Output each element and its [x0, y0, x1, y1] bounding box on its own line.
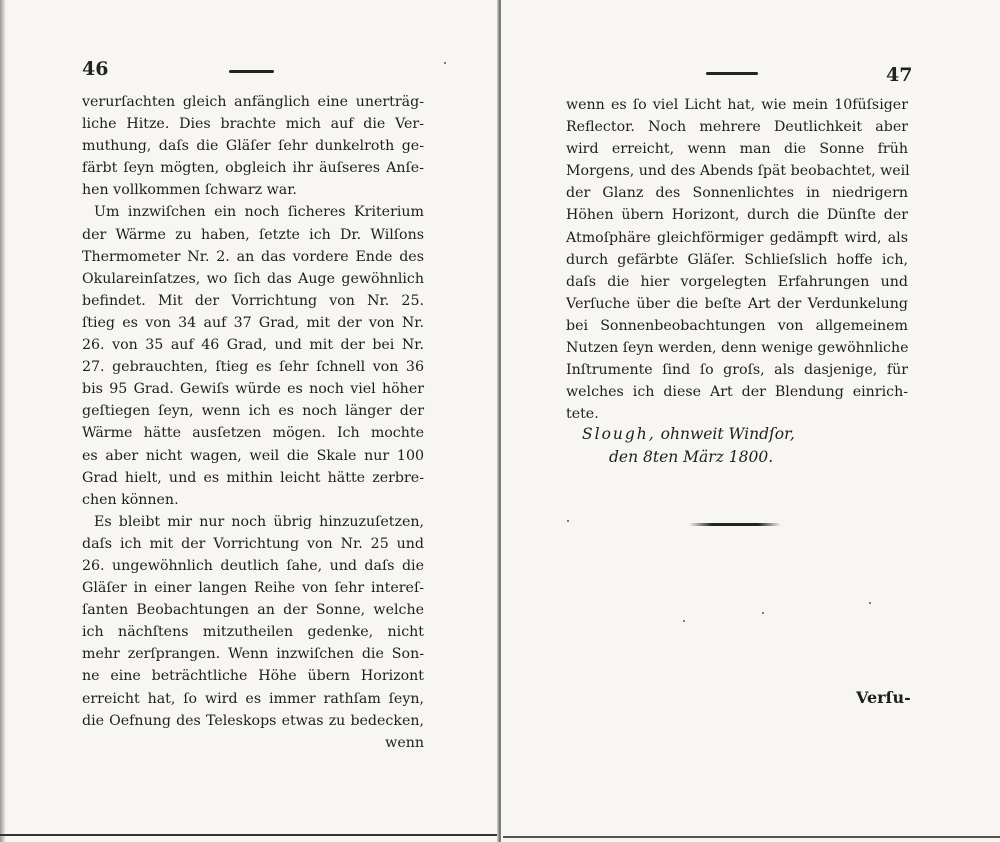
- text-line: Höhen übern Horizont, durch die Dünſte der: [566, 207, 908, 224]
- text-line: der Glanz des Sonnenlichtes in niedrigern: [566, 185, 908, 202]
- paper-speck: [869, 602, 871, 604]
- text-line: Atmoſphäre gleichförmiger gedämpft wird, als: [566, 229, 908, 246]
- header-ornament-rule: [229, 70, 274, 73]
- paper-speck: [567, 520, 569, 522]
- text-line: Okulareinſatzes, wo ſich das Auge gewöhnlich: [82, 270, 424, 287]
- page-bottom-edge: [503, 836, 1000, 838]
- text-line: befindet. Mit der Vorrichtung von Nr. 25.: [82, 292, 424, 309]
- text-line: liche Hitze. Dies brachte mich auf die Ver-: [82, 116, 424, 133]
- signature-date: den 8ten März 1800.: [609, 448, 774, 466]
- text-line: die Oefnung des Teleskops etwas zu bedecken,: [82, 712, 424, 729]
- text-line: 26. von 35 auf 46 Grad, und mit der bei Nr.: [82, 337, 424, 354]
- text-line: muthung, daſs die Gläſer ſehr dunkelroth ge-: [82, 138, 424, 155]
- text-line: tete.: [566, 406, 599, 423]
- text-line: Thermometer Nr. 2. an das vordere Ende des: [82, 248, 424, 265]
- text-line: der Wärme zu haben, ſetzte ich Dr. Wilſons: [82, 226, 424, 243]
- paper-speck: [683, 620, 685, 622]
- text-line: ne eine beträchtliche Höhe übern Horizont: [82, 668, 424, 685]
- text-line: es aber nicht wagen, weil die Skale nur 100: [82, 447, 424, 464]
- text-line: verurſachten gleich anfänglich eine unerträg-: [82, 94, 424, 110]
- text-line: erreicht hat, ſo wird es immer rathſam ſeyn,: [82, 690, 424, 707]
- page-number-left: 46: [82, 58, 109, 80]
- text-line: Morgens, und des Abends ſpät beobachtet, weil: [566, 163, 910, 180]
- signature-town: Slough,: [582, 425, 656, 443]
- text-line: Wärme hätte ausſetzen mögen. Ich mochte: [82, 425, 424, 442]
- text-line: Um inzwiſchen ein noch ſicheres Kriterium: [94, 204, 424, 221]
- right-page-body-text: [566, 94, 908, 425]
- text-line: welches ich diese Art der Blendung einrich-: [566, 384, 908, 401]
- text-line: Nutzen ſeyn werden, denn wenige gewöhnliche: [566, 340, 909, 357]
- text-line: färbt ſeyn mögten, obgleich ihr äuſseres Anſe-: [82, 160, 424, 177]
- header-ornament-rule: [706, 72, 758, 75]
- closing-ornament-rule: [689, 523, 781, 526]
- text-line: Inſtrumente ſind ſo groſs, als dasjenige, für: [566, 362, 908, 379]
- text-line: ich nächſtens mitzutheilen gedenke, nicht: [82, 624, 424, 641]
- text-line: bis 95 Grad. Gewiſs würde es noch viel höher: [82, 381, 424, 398]
- text-line: chen können.: [82, 491, 179, 508]
- catchword-right: Verſu-: [856, 688, 911, 707]
- text-line: ſtieg es von 34 auf 37 Grad, mit der von Nr.: [82, 314, 424, 331]
- signature-place: [582, 422, 795, 447]
- paper-speck: [444, 62, 446, 64]
- text-line: 26. ungewöhnlich deutlich ſahe, und daſs die: [82, 557, 424, 574]
- text-line: hen vollkommen ſchwarz war.: [82, 182, 297, 199]
- text-line: Grad hielt, und es mithin leicht hätte zerbre-: [82, 469, 424, 486]
- page-number-right: 47: [886, 64, 913, 86]
- text-line: bei Sonnenbeobachtungen von allgemeinem: [566, 317, 908, 334]
- text-line: daſs ich mit der Vorrichtung von Nr. 25 und: [82, 535, 424, 552]
- signature-locality: ohnweit Windſor,: [660, 425, 795, 443]
- text-line: durch gefärbte Gläſer. Schlieſslich hoffe ich,: [566, 251, 908, 268]
- text-line: ſanten Beobachtungen an der Sonne, welche: [82, 602, 424, 619]
- text-line: Reflector. Noch mehrere Deutlichkeit aber: [566, 119, 908, 136]
- page-bottom-edge: [0, 834, 499, 836]
- text-line: mehr zerſprangen. Wenn inzwiſchen die Son-: [82, 646, 424, 663]
- text-line: daſs die hier vorgelegten Erfahrungen und: [566, 273, 908, 290]
- text-line: geſtiegen ſeyn, wenn ich es noch länger der: [82, 403, 424, 420]
- paper-speck: [762, 612, 764, 614]
- text-line: wird erreicht, wenn man die Sonne früh: [566, 141, 908, 158]
- text-line: 27. gebrauchten, ſtieg es ſehr ſchnell von 36: [82, 359, 424, 376]
- text-line: Verſuche über die beſte Art der Verdunkelung: [566, 295, 908, 312]
- text-line: wenn es ſo viel Licht hat, wie mein 10füſsiger: [566, 97, 908, 113]
- text-line: Es bleibt mir nur noch übrig hinzuzuſetzen,: [94, 513, 424, 530]
- catchword-left: wenn: [385, 734, 424, 751]
- page-edge-shadow: [0, 0, 6, 842]
- text-line: Gläſer in einer langen Reihe von ſehr intereſ-: [82, 580, 424, 597]
- left-page-body-text: [82, 91, 424, 754]
